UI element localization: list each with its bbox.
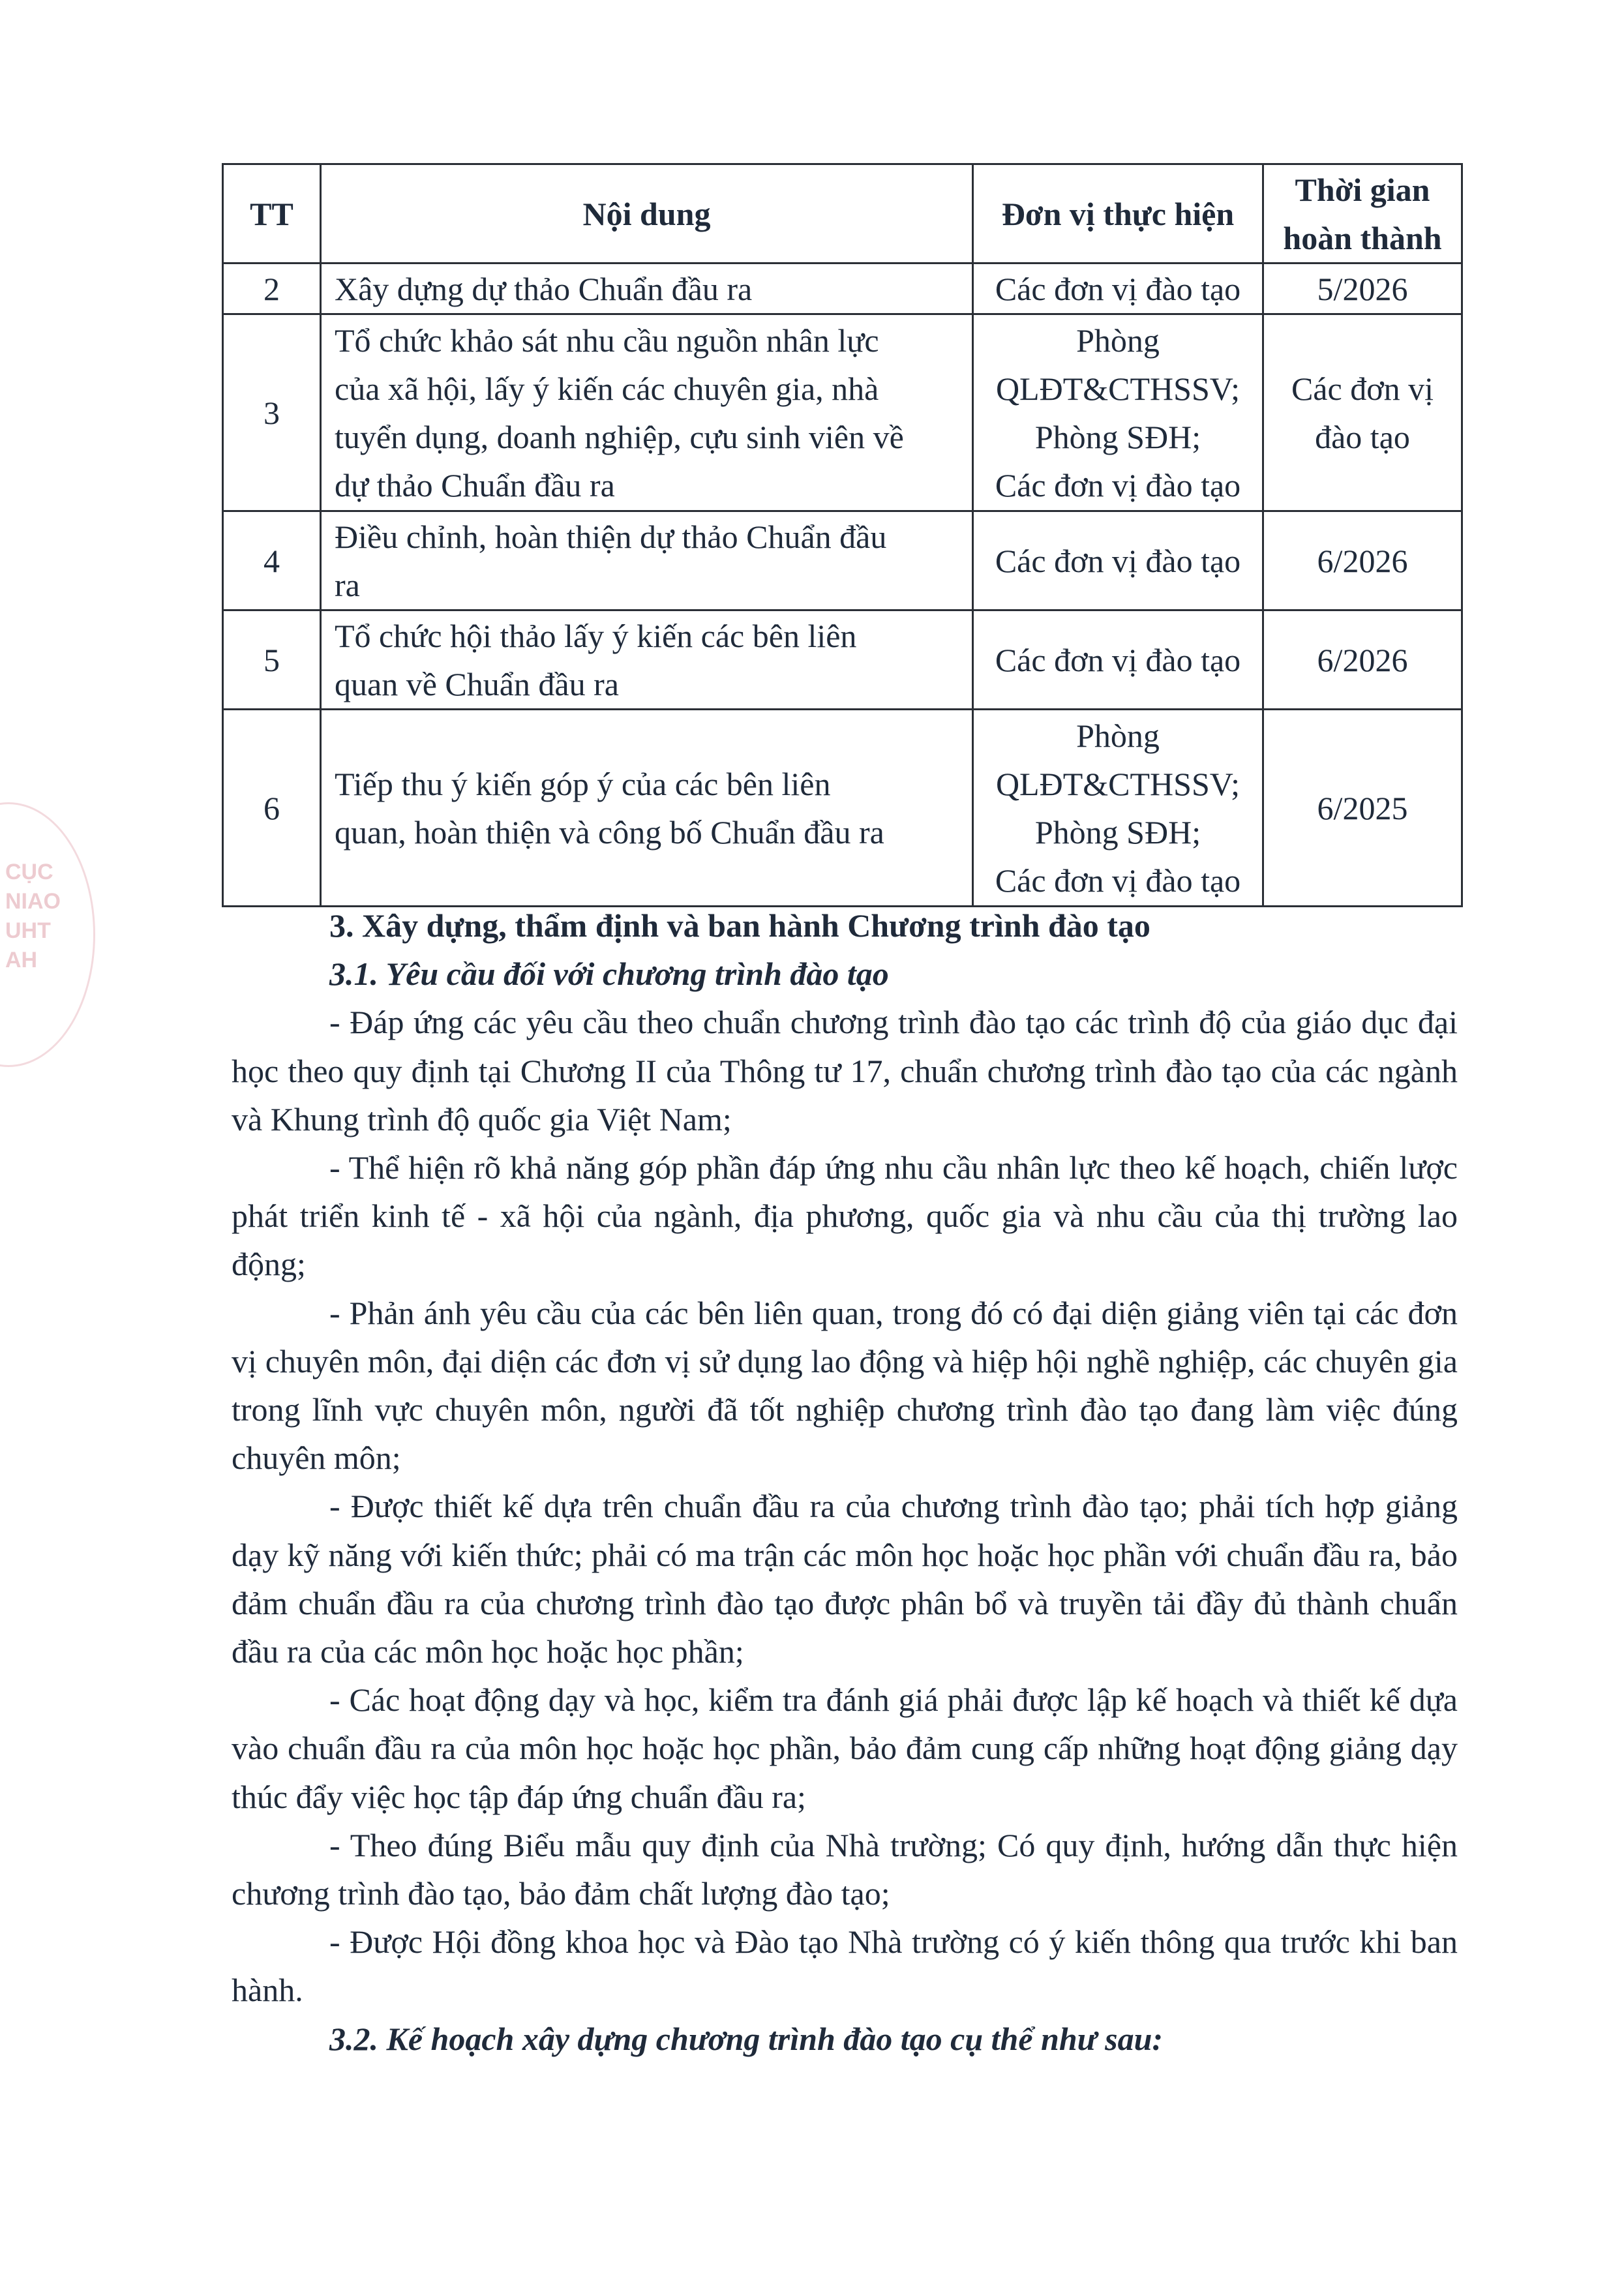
cell-line: Tiếp thu ý kiến góp ý của các bên liên	[335, 765, 831, 802]
cell-line: dự thảo Chuẩn đầu ra	[335, 466, 615, 504]
table-row	[223, 610, 1462, 710]
cell-unit	[973, 511, 1263, 610]
cell-line: Tổ chức khảo sát nhu cầu nguồn nhân lực	[335, 322, 879, 359]
section-3-body	[232, 901, 1458, 2063]
cell-line: Phòng	[1076, 322, 1160, 359]
cell-content	[321, 314, 973, 511]
cell-tt: 3	[223, 314, 321, 511]
cell-time	[1263, 710, 1462, 907]
stamp-text: UHT	[5, 918, 51, 943]
stamp-text: NIAO	[5, 889, 61, 914]
section-heading: 3. Xây dựng, thẩm định và ban hành Chương trình đào tạo	[329, 907, 1150, 944]
cell-content	[321, 511, 973, 610]
header-time-line1: Thời gian	[1295, 171, 1430, 208]
cell-time	[1263, 314, 1462, 511]
cell-unit	[973, 610, 1263, 710]
cell-line: 5/2026	[1317, 270, 1408, 307]
cell-time	[1263, 263, 1462, 314]
table-row	[223, 314, 1462, 511]
cell-line: Tổ chức hội thảo lấy ý kiến các bên liên	[335, 617, 857, 654]
cell-content	[321, 710, 973, 907]
header-time	[1263, 164, 1462, 263]
subsection-heading: 3.1. Yêu cầu đối với chương trình đào tạo	[329, 956, 889, 993]
subsection-heading: 3.2. Kế hoạch xây dựng chương trình đào tạo cụ thể như sau:	[329, 2020, 1164, 2057]
cell-line: tuyển dụng, doanh nghiệp, cựu sinh viên về	[335, 418, 904, 455]
stamp-remnant	[0, 802, 95, 1067]
cell-line: Các đơn vị đào tạo	[995, 641, 1241, 678]
cell-line: Các đơn vị đào tạo	[995, 542, 1241, 579]
requirement-paragraph: - Được thiết kế dựa trên chuẩn đầu ra của chương trình đào tạo; phải tích hợp giảng dạy kỹ năng với kiến thức; phải có ma trận các môn học hoặc học phần với chuẩn đầu ra, bảo đảm chuẩn đầu ra của chương trình đào tạo được phân bổ và truyền tải đầy đủ thành chuẩn đầu ra của các môn học hoặc học phần;	[232, 1488, 1458, 1670]
cell-line: Phòng SĐH;	[1034, 418, 1201, 455]
cell-line: 6/2026	[1317, 641, 1408, 678]
cell-tt: 6	[223, 710, 321, 907]
table-header-row	[223, 164, 1462, 263]
cell-tt: 4	[223, 511, 321, 610]
plan-table	[222, 163, 1463, 907]
cell-line: Các đơn vị đào tạo	[995, 466, 1241, 504]
table-row	[223, 263, 1462, 314]
cell-line: QLĐT&CTHSSV;	[995, 370, 1241, 407]
cell-time	[1263, 610, 1462, 710]
cell-time	[1263, 511, 1462, 610]
requirement-paragraph: - Phản ánh yêu cầu của các bên liên quan, trong đó có đại diện giảng viên tại các đơn vị chuyên môn, đại diện các đơn vị sử dụng lao động và hiệp hội nghề nghiệp, các chuyên gia trong lĩnh vực chuyên môn, người đã tốt nghiệp chương trình đào tạo đang làm việc đúng chuyên môn;	[232, 1294, 1458, 1477]
header-tt: TT	[223, 164, 321, 263]
cell-unit	[973, 314, 1263, 511]
cell-tt: 2	[223, 263, 321, 314]
header-unit: Đơn vị thực hiện	[973, 164, 1263, 263]
cell-line: đào tạo	[1315, 418, 1410, 455]
requirement-paragraph: - Đáp ứng các yêu cầu theo chuẩn chương trình đào tạo các trình độ của giáo dục đại học theo quy định tại Chương II của Thông tư 17, chuẩn chương trình đào tạo của các ngành và Khung trình độ quốc gia Việt Nam;	[232, 1004, 1458, 1137]
cell-content	[321, 263, 973, 314]
cell-line: Xây dựng dự thảo Chuẩn đầu ra	[335, 270, 753, 307]
requirement-paragraph: - Thể hiện rõ khả năng góp phần đáp ứng nhu cầu nhân lực theo kế hoạch, chiến lược phát triển kinh tế - xã hội của ngành, địa phương, quốc gia và nhu cầu của thị trường lao động;	[232, 1149, 1458, 1283]
cell-line: Các đơn vị	[1291, 370, 1434, 407]
cell-line: ra	[335, 566, 360, 603]
cell-line: của xã hội, lấy ý kiến các chuyên gia, nhà	[335, 370, 879, 407]
stamp-text: AH	[5, 948, 38, 972]
cell-line: Các đơn vị đào tạo	[995, 862, 1241, 899]
stamp-text: CỤC	[5, 860, 53, 884]
cell-tt: 5	[223, 610, 321, 710]
table-row	[223, 710, 1462, 907]
cell-unit	[973, 263, 1263, 314]
cell-line: Phòng	[1076, 717, 1160, 754]
table-row	[223, 511, 1462, 610]
requirement-paragraph: - Các hoạt động dạy và học, kiểm tra đánh giá phải được lập kế hoạch và thiết kế dựa vào chuẩn đầu ra của môn học hoặc học phần, bảo đảm cung cấp những hoạt động giảng dạy thúc đẩy việc học tập đáp ứng chuẩn đầu ra;	[232, 1681, 1458, 1815]
requirement-paragraph: - Được Hội đồng khoa học và Đào tạo Nhà trường có ý kiến thông qua trước khi ban hành.	[232, 1923, 1458, 2009]
cell-line: Phòng SĐH;	[1034, 813, 1201, 850]
cell-content	[321, 610, 973, 710]
cell-line: Điều chỉnh, hoàn thiện dự thảo Chuẩn đầu	[335, 518, 887, 555]
header-time-line2: hoàn thành	[1283, 219, 1442, 256]
cell-line: quan về Chuẩn đầu ra	[335, 665, 619, 702]
cell-line: Các đơn vị đào tạo	[995, 270, 1241, 307]
cell-line: QLĐT&CTHSSV;	[995, 765, 1241, 802]
cell-line: 6/2025	[1317, 789, 1408, 826]
requirement-paragraph: - Theo đúng Biểu mẫu quy định của Nhà trường; Có quy định, hướng dẫn thực hiện chương trình đào tạo, bảo đảm chất lượng đào tạo;	[232, 1826, 1458, 1912]
header-content: Nội dung	[321, 164, 973, 263]
cell-unit	[973, 710, 1263, 907]
cell-line: 6/2026	[1317, 542, 1408, 579]
cell-line: quan, hoàn thiện và công bố Chuẩn đầu ra	[335, 813, 884, 850]
